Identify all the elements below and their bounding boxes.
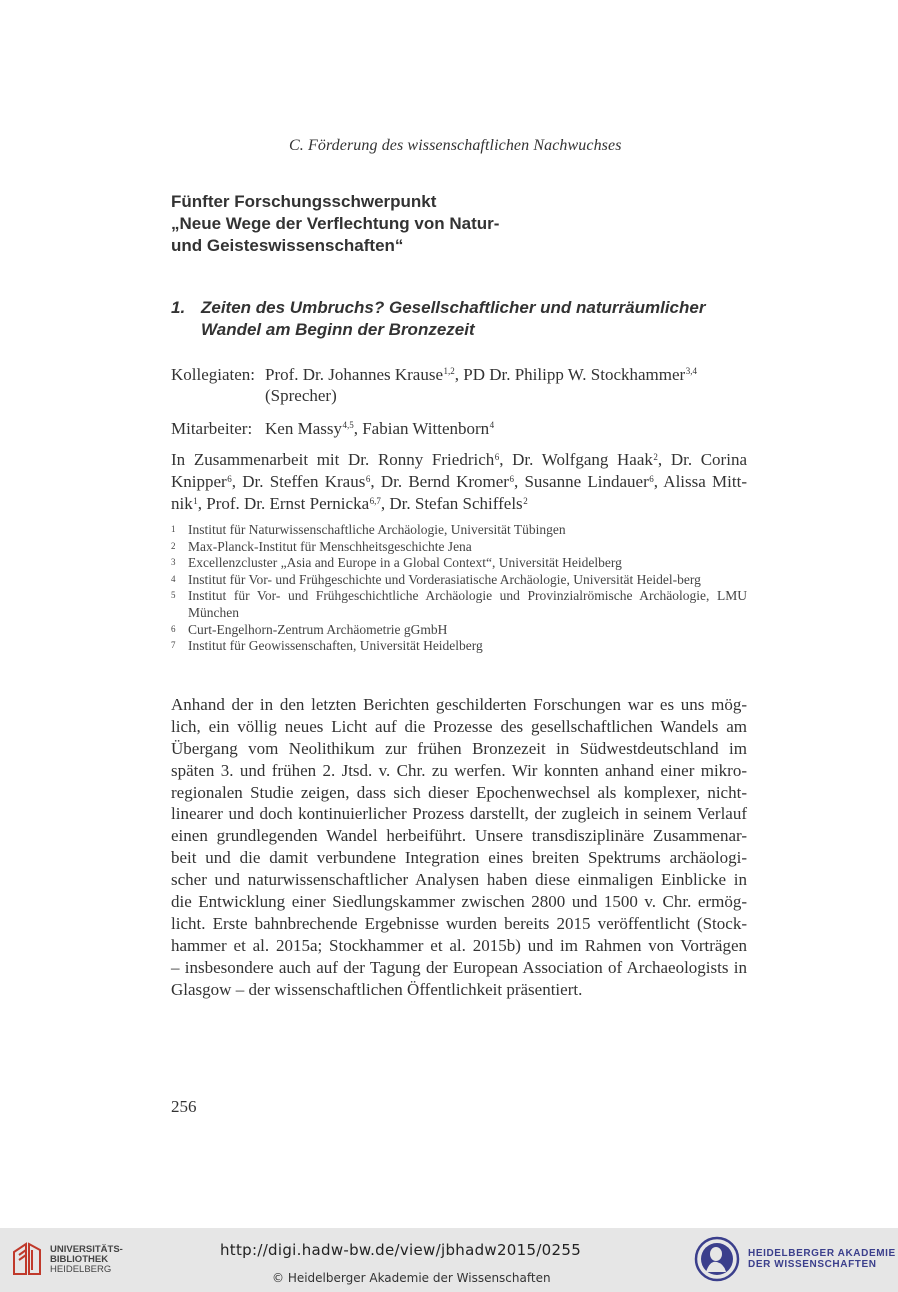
copyright-notice: © Heidelberger Akademie der Wissenschaften (272, 1271, 551, 1285)
collaboration-paragraph (171, 449, 747, 515)
body-line: Glasgow – der wissenschaftlichen Öffentlichkeit präsentiert. (171, 979, 583, 999)
affiliation-sup: 6,7 (369, 496, 381, 506)
affiliation-sup: 6 (649, 474, 654, 484)
body-line: Anhand der in den letzten Berichten geschilderten Forschungen war es uns mög- (171, 695, 747, 714)
academy-seal-icon[interactable] (694, 1236, 740, 1282)
affiliation-sup: 4 (489, 420, 495, 430)
collab-text: , Dr. Corina (657, 450, 747, 469)
university-library-logo[interactable] (10, 1236, 140, 1282)
body-line: scher und naturwissenschaftlicher Analysen haben diese einmaligen Einblicke in (171, 870, 747, 890)
collab-text: , Susanne Lindauer (513, 472, 649, 491)
affiliation-sup: 6 (509, 474, 514, 484)
footnote-number: 4 (171, 573, 176, 584)
mitarbeiter-name: Fabian Wittenborn (362, 419, 490, 438)
footnote (171, 572, 747, 589)
footnote-number: 7 (171, 640, 176, 651)
affiliation-sup: 2 (653, 452, 658, 462)
running-head: C. Förderung des wissenschaftlichen Nachwuchses (289, 137, 622, 154)
footnote (171, 555, 747, 572)
subsection-title-line-2: Wandel am Beginn der Bronzezeit (201, 320, 475, 339)
collab-text: nik (171, 494, 193, 513)
body-line: beit und die damit verbundene Integration eines breiten Spektrums archäologi- (171, 848, 747, 868)
body-line: lich, ein völlig neues Licht auf die Prozesse des gesellschaftlichen Wandels am (171, 716, 747, 736)
ub-logo-line-2: BIBLIOTHEK (50, 1254, 109, 1265)
mitarbeiter-block (171, 418, 755, 439)
section-heading-line-1: Fünfter Forschungsschwerpunkt (171, 192, 437, 211)
kollegiaten-block (171, 364, 755, 406)
body-line: Übergang vom Neolithikum zur frühen Bronzezeit in Südwestdeutschland im (171, 738, 747, 758)
kollegiat-name: PD Dr. Philipp W. Stockhammer (463, 365, 686, 384)
collab-text: , Dr. Stefan Schiffels (380, 494, 523, 513)
kollegiat-role: (Sprecher) (265, 386, 337, 405)
footnote (171, 522, 747, 539)
mitarbeiter-name: Ken Massy (265, 419, 342, 438)
footnote-text: Max-Planck-Institut für Menschheitsgeschichte Jena (188, 538, 472, 554)
affiliation-sup: 4,5 (342, 420, 354, 430)
affiliation-sup: 2 (523, 496, 528, 506)
body-line: hammer et al. 2015a; Stockhammer et al. 2015b) und im Rahmen von Vorträgen (171, 935, 747, 955)
footnote-text: Institut für Geowissenschaften, Universität Heidelberg (188, 638, 483, 654)
kollegiaten-label: Kollegiaten: (171, 365, 256, 384)
subsection-heading (171, 297, 751, 341)
body-line: späten 3. und frühen 2. Jtsd. v. Chr. zu werfen. Wir konnten anhand einer mikro- (171, 760, 747, 780)
affiliation-sup: 1,2 (443, 366, 455, 376)
body-line: die Entwicklung einer Siedlungskammer zwischen 2800 und 1500 v. Chr. ermög- (171, 892, 747, 912)
footnote-text: Institut für Naturwissenschaftliche Archäologie, Universität Tübingen (188, 522, 566, 537)
collab-text: , Dr. Steffen Kraus (231, 472, 366, 491)
footnote-number: 1 (171, 524, 176, 534)
body-line: regionalen Studie zeigen, dass sich dieser Epochenwechsel als komplexer, nicht- (171, 782, 747, 802)
section-heading (171, 191, 499, 257)
subsection-title-line-1: Zeiten des Umbruchs? Gesellschaftlicher und naturräumlicher (201, 298, 706, 317)
body-line: licht. Erste bahnbrechende Ergebnisse wurden bereits 2015 veröffentlicht (Stock- (171, 913, 747, 933)
ub-logo-line-1: UNIVERSITÄTS- (50, 1244, 123, 1255)
academy-logo-text (748, 1248, 896, 1270)
affiliation-sup: 6 (494, 452, 500, 462)
separator: , (454, 365, 464, 384)
collab-text: , Prof. Dr. Ernst Pernicka (197, 494, 370, 513)
footnote-number: 3 (171, 557, 176, 568)
kollegiat-name: Prof. Dr. Johannes Krause (265, 365, 443, 384)
subsection-number: 1. (171, 298, 186, 317)
affiliation-sup: 6 (227, 474, 232, 484)
footnote-text: Institut für Vor- und Frühgeschichtliche Archäologie und Provinzialrömische Archäologie, LMU München (188, 588, 747, 620)
collab-text: In Zusammenarbeit mit Dr. Ronny Friedrich (171, 450, 495, 469)
separator: , (353, 419, 363, 438)
section-heading-line-3: und Geisteswissenschaften“ (171, 236, 404, 255)
university-library-logo-icon (10, 1240, 44, 1278)
footnote (171, 588, 747, 621)
body-paragraph (171, 694, 747, 1000)
viewer-footer (0, 1228, 898, 1292)
footnote (171, 622, 747, 639)
collab-text: , Dr. Bernd Kromer (370, 472, 509, 491)
footnote-text: Institut für Vor- und Frühgeschichte und Vorderasiatische Archäologie, Universität Heidel-berg (188, 571, 701, 587)
affiliation-footnotes (171, 522, 747, 655)
footnote (171, 539, 747, 556)
body-line: linearer und doch kontinuierlicher Prozess darstellt, der zugleich in seinem Verlauf (171, 804, 747, 824)
collab-text: Knipper (171, 472, 227, 491)
footnote-text: Curt-Engelhorn-Zentrum Archäometrie gGmbH (188, 621, 448, 637)
footnote-number: 5 (171, 590, 176, 601)
footnote-text: Excellenzcluster „Asia and Europe in a Global Context“, Universität Heidelberg (188, 555, 622, 571)
mitarbeiter-label: Mitarbeiter: (171, 419, 253, 438)
footnote (171, 638, 747, 655)
footnote-number: 2 (171, 540, 176, 551)
footnote-number: 6 (171, 623, 176, 634)
collab-text: , Alissa Mitt- (653, 472, 747, 491)
body-line: einen grundlegenden Wandel herbeiführt. Unsere transdisziplinäre Zusammenar- (171, 826, 747, 846)
page-number: 256 (171, 1097, 197, 1116)
body-line: – insbesondere auch auf der Tagung der European Association of Archaeologists in (171, 957, 747, 977)
affiliation-sup: 6 (365, 474, 371, 484)
permalink-url[interactable]: http://digi.hadw-bw.de/view/jbhadw2015/0255 (220, 1241, 582, 1259)
affiliation-sup: 1 (193, 496, 198, 506)
affiliation-sup: 3,4 (685, 366, 697, 376)
section-heading-line-2: „Neue Wege der Verflechtung von Natur- (171, 214, 500, 233)
ub-logo-line-3: HEIDELBERG (50, 1264, 112, 1275)
collab-text: , Dr. Wolfgang Haak (499, 450, 653, 469)
academy-logo-line-2: DER WISSENSCHAFTEN (748, 1259, 877, 1270)
academy-logo-line-1: HEIDELBERGER AKADEMIE (748, 1248, 896, 1259)
